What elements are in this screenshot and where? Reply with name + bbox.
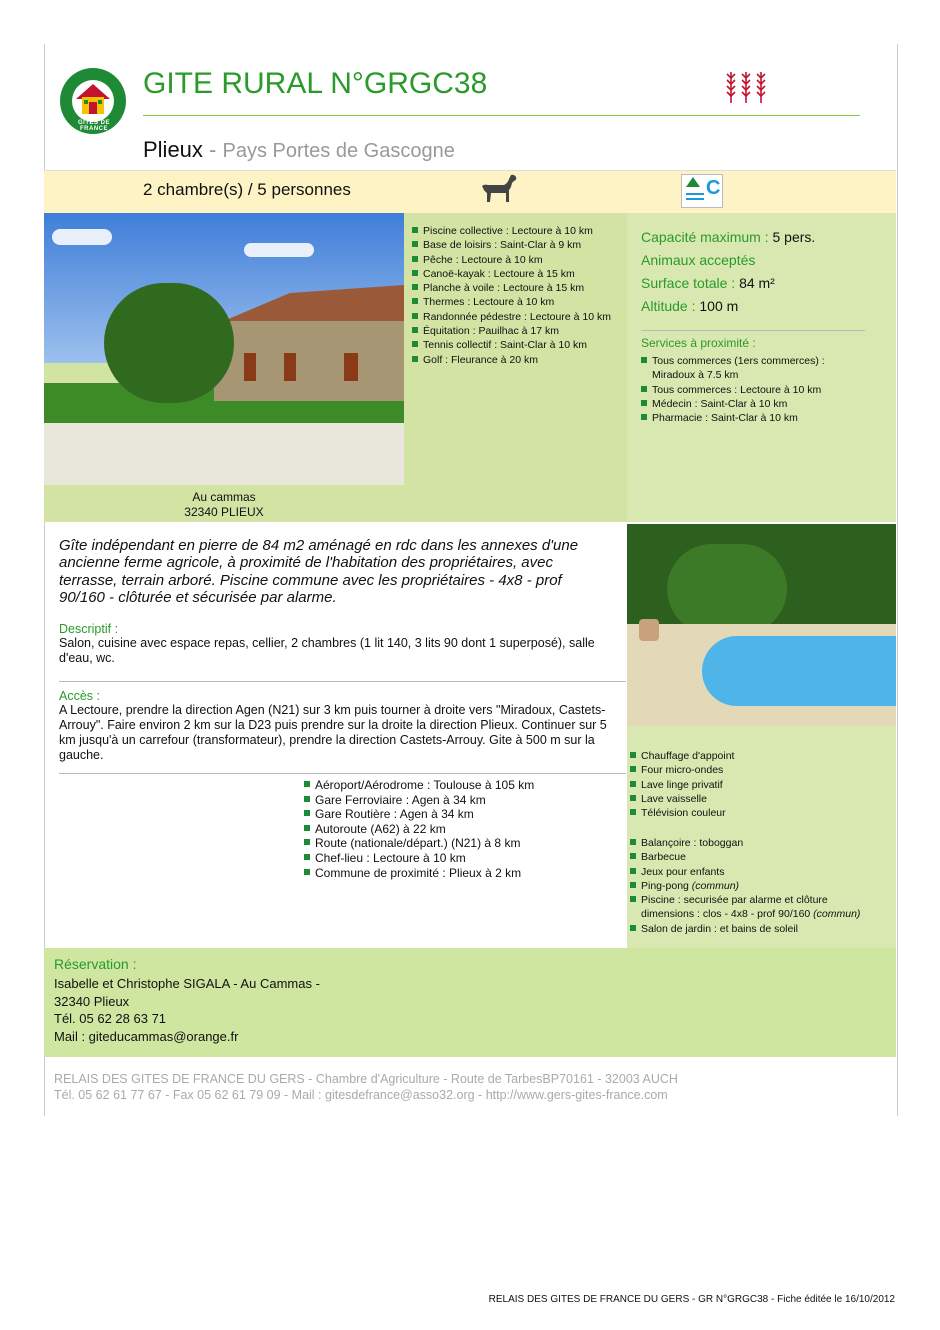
region-name: Pays Portes de Gascogne — [222, 140, 455, 162]
leisure-list — [412, 224, 612, 367]
dog-icon — [476, 172, 518, 206]
equipment-item: Télévision couleur — [630, 806, 880, 820]
equipment-list — [630, 749, 880, 820]
region-separator: - — [202, 137, 223, 162]
outdoor-item — [630, 879, 880, 893]
capacity-value: 5 pers. — [772, 229, 816, 245]
footer-contact — [54, 1071, 678, 1103]
outdoor-item-text: Jeux pour enfants — [641, 865, 725, 878]
transport-item: Aéroport/Aérodrome : Toulouse à 105 km — [304, 778, 604, 793]
reservation-line: Tél. 05 62 28 63 71 — [54, 1011, 167, 1026]
outdoor-item — [630, 836, 880, 850]
reservation-line: 32340 Plieux — [54, 993, 130, 1009]
transport-item: Gare Ferroviaire : Agen à 34 km — [304, 793, 604, 808]
equipment-item: Lave linge privatif — [630, 778, 880, 792]
caption-place: Au cammas — [192, 490, 256, 504]
service-item: Tous commerces (1ers commerces) : Miradoux à 7.5 km — [641, 354, 851, 383]
leisure-item: Pêche : Lectoure à 10 km — [412, 253, 612, 267]
reservation-line: Mail : giteducammas@orange.fr — [54, 1028, 239, 1044]
leisure-item: Piscine collective : Lectoure à 10 km — [412, 224, 612, 238]
equipment-item: Lave vaisselle — [630, 792, 880, 806]
leisure-item: Planche à voile : Lectoure à 15 km — [412, 281, 612, 295]
descriptif-text: Salon, cuisine avec espace repas, cellier, 2 chambres (1 lit 140, 3 lits 90 dont 1 superposé), salle d'eau, wc. — [59, 636, 595, 665]
leisure-item: Golf : Fleurance à 20 km — [412, 353, 612, 367]
transport-item: Route (nationale/départ.) (N21) à 8 km — [304, 836, 604, 851]
page-title: GITE RURAL N°GRGC38 — [143, 67, 488, 100]
equipment-item: Four micro-ondes — [630, 763, 880, 777]
outdoor-item — [630, 865, 880, 879]
edition-footer: RELAIS DES GITES DE FRANCE DU GERS - GR N°GRGC38 - Fiche éditée le 16/10/2012 — [488, 1294, 895, 1305]
location-line — [143, 136, 455, 165]
footer-line2: Tél. 05 62 61 77 67 - Fax 05 62 61 79 09 - Mail : gitesdefrance@asso32.org - http://www.gers-gites-france.com — [54, 1088, 668, 1102]
transport-item: Autoroute (A62) à 22 km — [304, 822, 604, 837]
service-item: Médecin : Saint-Clar à 10 km — [641, 397, 851, 411]
outdoor-item-note: (commun) — [813, 908, 861, 921]
acces-text: A Lectoure, prendre la direction Agen (N21) sur 3 km puis tourner à droite vers "Miradoux, Castets-Arrouy". Faire environ 2 km sur la D23 puis prendre sur la droite la direction Plieux. Continuer sur 5 km jusqu'à un carrefour (transformateur), prendre la direction Castets-Arrouy. Gite à 500 m sur la gauche. — [59, 703, 607, 762]
reservation-details — [54, 975, 320, 1045]
service-item: Tous commerces : Lectoure à 10 km — [641, 383, 851, 397]
outdoor-item-note: (commun) — [691, 879, 740, 892]
service-item: Pharmacie : Saint-Clar à 10 km — [641, 411, 851, 425]
capacity-info — [641, 226, 815, 318]
clevacances-icon — [681, 174, 723, 208]
surface-value: 84 m² — [739, 275, 775, 291]
logo-text: GÎTES DE FRANCE — [77, 120, 110, 132]
outdoor-list — [630, 836, 880, 936]
caption-postcode: 32340 PLIEUX — [184, 505, 264, 519]
services-title: Services à proximité : — [641, 336, 756, 350]
epis-rating-icon — [724, 68, 768, 104]
services-list — [641, 354, 851, 425]
acces-title: Accès : — [59, 689, 100, 703]
footer-line1: RELAIS DES GITES DE FRANCE DU GERS - Chambre d'Agriculture - Route de TarbesBP70161 - 32003 AUCH — [54, 1072, 678, 1086]
outdoor-item-text: Ping-pong — [641, 879, 692, 892]
pool-photo — [627, 524, 896, 726]
leisure-item: Base de loisirs : Saint-Clar à 9 km — [412, 238, 612, 252]
leisure-item: Équitation : Pauilhac à 17 km — [412, 324, 612, 338]
address-caption — [44, 490, 404, 520]
reservation-line: Isabelle et Christophe SIGALA - Au Cammas - — [54, 976, 320, 991]
transport-item: Commune de proximité : Plieux à 2 km — [304, 866, 604, 881]
outdoor-item-text: Piscine : securisée par alarme et clôture dimensions : clos - 4x8 - prof 90/160 — [641, 894, 828, 921]
reservation-title: Réservation : — [54, 956, 137, 972]
intro-text: Gîte indépendant en pierre de 84 m2 aménagé en rdc dans les annexes d'une ancienne ferme agricole, à proximité de l'habitation des propriétaires, avec terrasse, terrain arboré. Piscine commune avec les propriétaires - 4x8 - prof 90/160 - clôturée et sécurisée par alarme. — [59, 537, 579, 607]
services-divider — [641, 330, 865, 331]
leisure-item: Tennis collectif : Saint-Clar à 10 km — [412, 338, 612, 352]
transport-list — [304, 778, 604, 880]
leisure-item: Canoë-kayak : Lectoure à 15 km — [412, 267, 612, 281]
clevacances-letter: C — [706, 177, 721, 199]
leisure-item: Randonnée pédestre : Lectoure à 10 km — [412, 310, 612, 324]
pets-label: Animaux acceptés — [641, 252, 756, 268]
equipment-item: Chauffage d'appoint — [630, 749, 880, 763]
outdoor-item-text: Balançoire : toboggan — [641, 837, 744, 849]
rooms-persons: 2 chambre(s) / 5 personnes — [143, 180, 351, 199]
outdoor-item — [630, 850, 880, 864]
outdoor-item — [630, 893, 880, 922]
surface-label: Surface totale : — [641, 275, 740, 291]
transport-item: Chef-lieu : Lectoure à 10 km — [304, 851, 604, 866]
acces-divider — [59, 773, 626, 774]
descriptif-title: Descriptif : — [59, 622, 119, 636]
outdoor-item-text: Barbecue — [641, 851, 686, 864]
altitude-value: 100 m — [699, 298, 739, 314]
title-divider — [143, 115, 860, 116]
house-photo — [44, 213, 404, 485]
altitude-label: Altitude : — [641, 298, 700, 314]
outdoor-item-text: Salon de jardin : et bains de soleil — [641, 922, 799, 935]
leisure-item: Thermes : Lectoure à 10 km — [412, 295, 612, 309]
descriptif-divider — [59, 681, 626, 682]
outdoor-item — [630, 922, 880, 936]
capacity-label: Capacité maximum : — [641, 229, 773, 245]
town-name: Plieux — [143, 137, 203, 162]
transport-item: Gare Routière : Agen à 34 km — [304, 807, 604, 822]
